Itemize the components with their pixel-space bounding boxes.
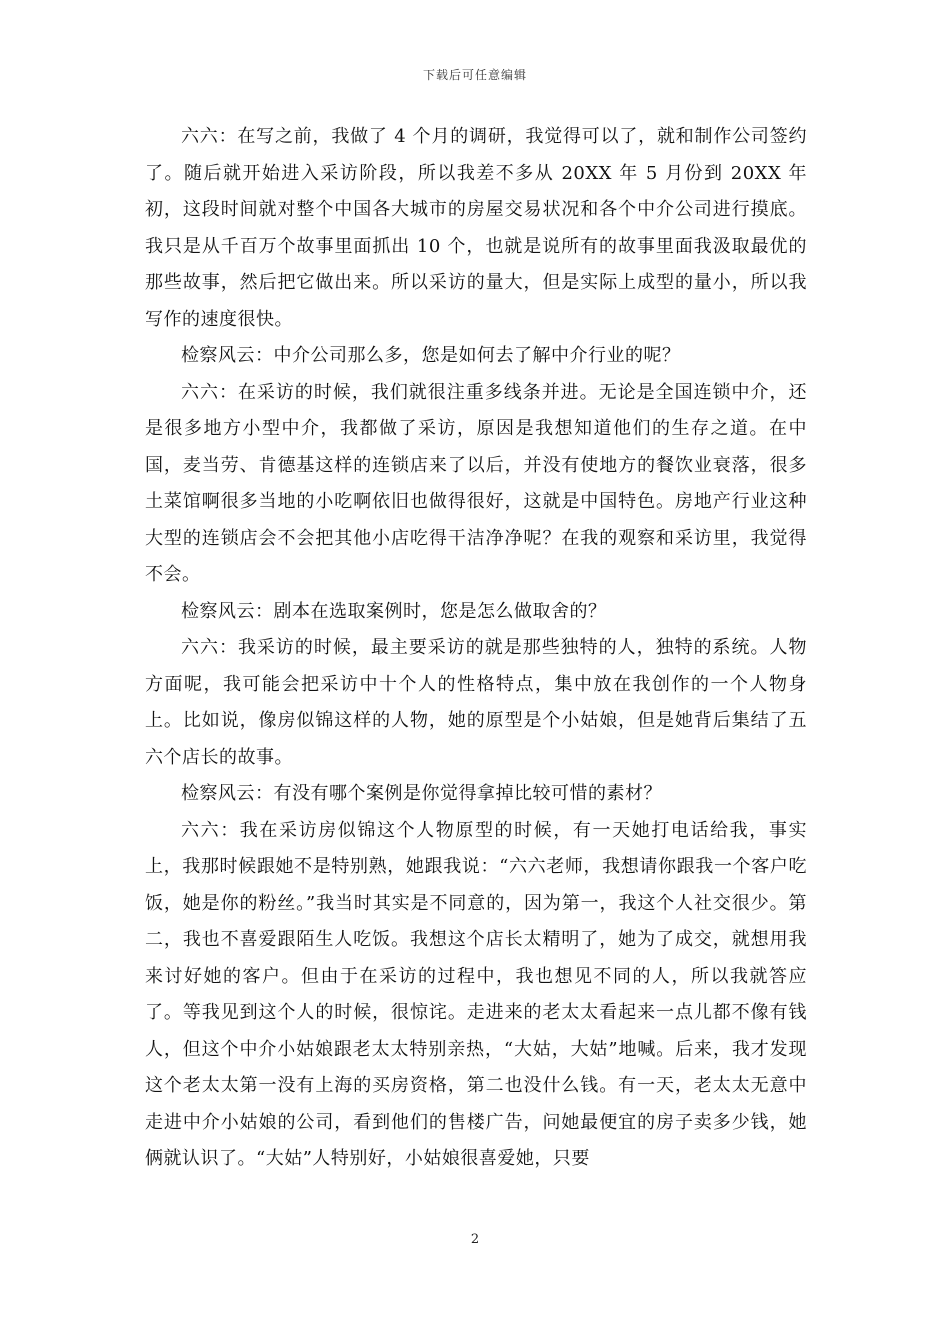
- document-body: [145, 119, 807, 1178]
- paragraph-liuliu-story: 六六：我在采访房似锦这个人物原型的时候，有一天她打电话给我，事实上，我那时候跟她不是特别熟，她跟我说：“六六老师，我想请你跟我一个客户吃饭，她是你的粉丝。”我当时其实是不同意的，因为第一，我这个人社交很少。第二，我也不喜爱跟陌生人吃饭。我想这个店长太精明了，她为了成交，就想用我来讨好她的客户。但由于在采访的过程中，我也想见不同的人，所以我就答应了。等我见到这个人的时候，很惊诧。走进来的老太太看起来一点儿都不像有钱人，但这个中介小姑娘跟老太太特别亲热，“大姑，大姑”地喊。后来，我才发现这个老太太第一没有上海的买房资格，第二也没什么钱。有一天，老太太无意中走进中介小姑娘的公司，看到他们的售楼广告，问她最便宜的房子卖多少钱，她俩就认识了。“大姑”人特别好，小姑娘很喜爱她，只要: [145, 819, 807, 1169]
- page-header: 下载后可任意编辑: [422, 68, 527, 82]
- paragraph-question-agency: 检察风云：中介公司那么多，您是如何去了解中介行业的呢？: [181, 345, 681, 366]
- paragraph-liuliu-characters: 六六：我采访的时候，最主要采访的就是那些独特的人，独特的系统。人物方面呢，我可能会把采访中十个人的性格特点，集中放在我创作的一个人物身上。比如说，像房似锦这样的人物，她的原型是个小姑娘，但是她背后集结了五六个店长的故事。: [145, 637, 807, 768]
- paragraph-question-selection: 检察风云：剧本在选取案例时，您是怎么做取舍的？: [181, 600, 607, 622]
- paragraph-liuliu-research: 六六：在写之前，我做了 4 个月的调研，我觉得可以了，就和制作公司签约了。随后就开始进入采访阶段，所以我差不多从 20XX 年 5 月份到 20XX 年初，这段时间就对整个中国各大城市的房屋交易状况和各个中介公司进行摸底。我只是从千百万个故事里面抓出 10 个，也就是说所有的故事里面我汲取最优的那些故事，然后把它做出来。所以采访的量大，但是实际上成型的量小，所以我写作的速度很快。: [145, 126, 807, 330]
- paragraph-question-regret: 检察风云：有没有哪个案例是你觉得拿掉比较可惜的素材？: [181, 783, 662, 804]
- page-number: 2: [470, 1232, 480, 1247]
- paragraph-liuliu-interview: 六六：在采访的时候，我们就很注重多线条并进。无论是全国连锁中介，还是很多地方小型中介，我都做了采访，原因是我想知道他们的生存之道。在中国，麦当劳、肯德基这样的连锁店来了以后，并没有使地方的餐饮业衰落，很多土菜馆啊很多当地的小吃啊依旧也做得很好，这就是中国特色。房地产行业这种大型的连锁店会不会把其他小店吃得干洁净净呢？在我的观察和采访里，我觉得不会。: [145, 381, 807, 585]
